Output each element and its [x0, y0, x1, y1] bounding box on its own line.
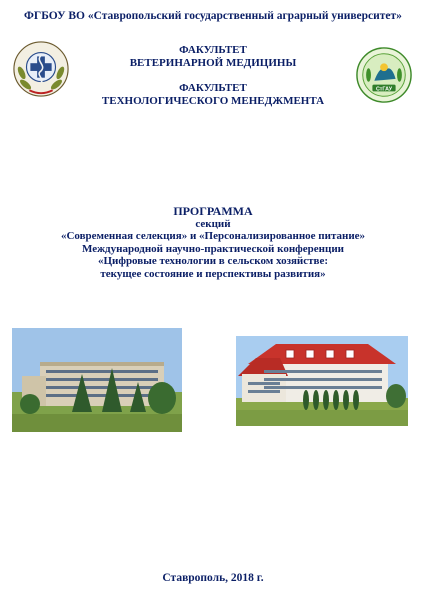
red-roof-building-photo: [236, 336, 408, 426]
program-line-5: текущее состояние и перспективы развития»: [100, 267, 326, 280]
faculty-technology-line-1: ФАКУЛЬТЕТ: [179, 82, 247, 94]
faculty-veterinary-line-2: ВЕТЕРИНАРНОЙ МЕДИЦИНЫ: [129, 57, 297, 69]
faculty-veterinary-line-1: ФАКУЛЬТЕТ: [179, 44, 247, 56]
program-line-1: секций: [195, 217, 231, 230]
program-line-3: Международной научно-практической конференции: [81, 242, 345, 255]
program-title: ПРОГРАММА: [173, 204, 253, 218]
faculty-veterinary: [110, 44, 316, 70]
faculty-technology-line-2: ТЕХНОЛОГИЧЕСКОГО МЕНЕДЖМЕНТА: [101, 95, 325, 107]
stgau-emblem: [355, 46, 413, 104]
program-line-4: «Цифровые технологии в сельском хозяйстве:: [97, 255, 329, 267]
program-line-2: «Современная селекция» и «Персонализированное питание»: [60, 230, 366, 242]
university-name: ФГБОУ ВО «Ставропольский государственный аграрный университет»: [24, 10, 402, 22]
faculty-technology: [100, 82, 326, 108]
veterinary-faculty-emblem: [12, 40, 70, 98]
program-block: [20, 205, 406, 280]
city-year: Ставрополь, 2018 г.: [162, 572, 264, 584]
university-building-photo: [12, 328, 182, 432]
stgau-emblem-text: СтГАУ: [375, 86, 393, 93]
